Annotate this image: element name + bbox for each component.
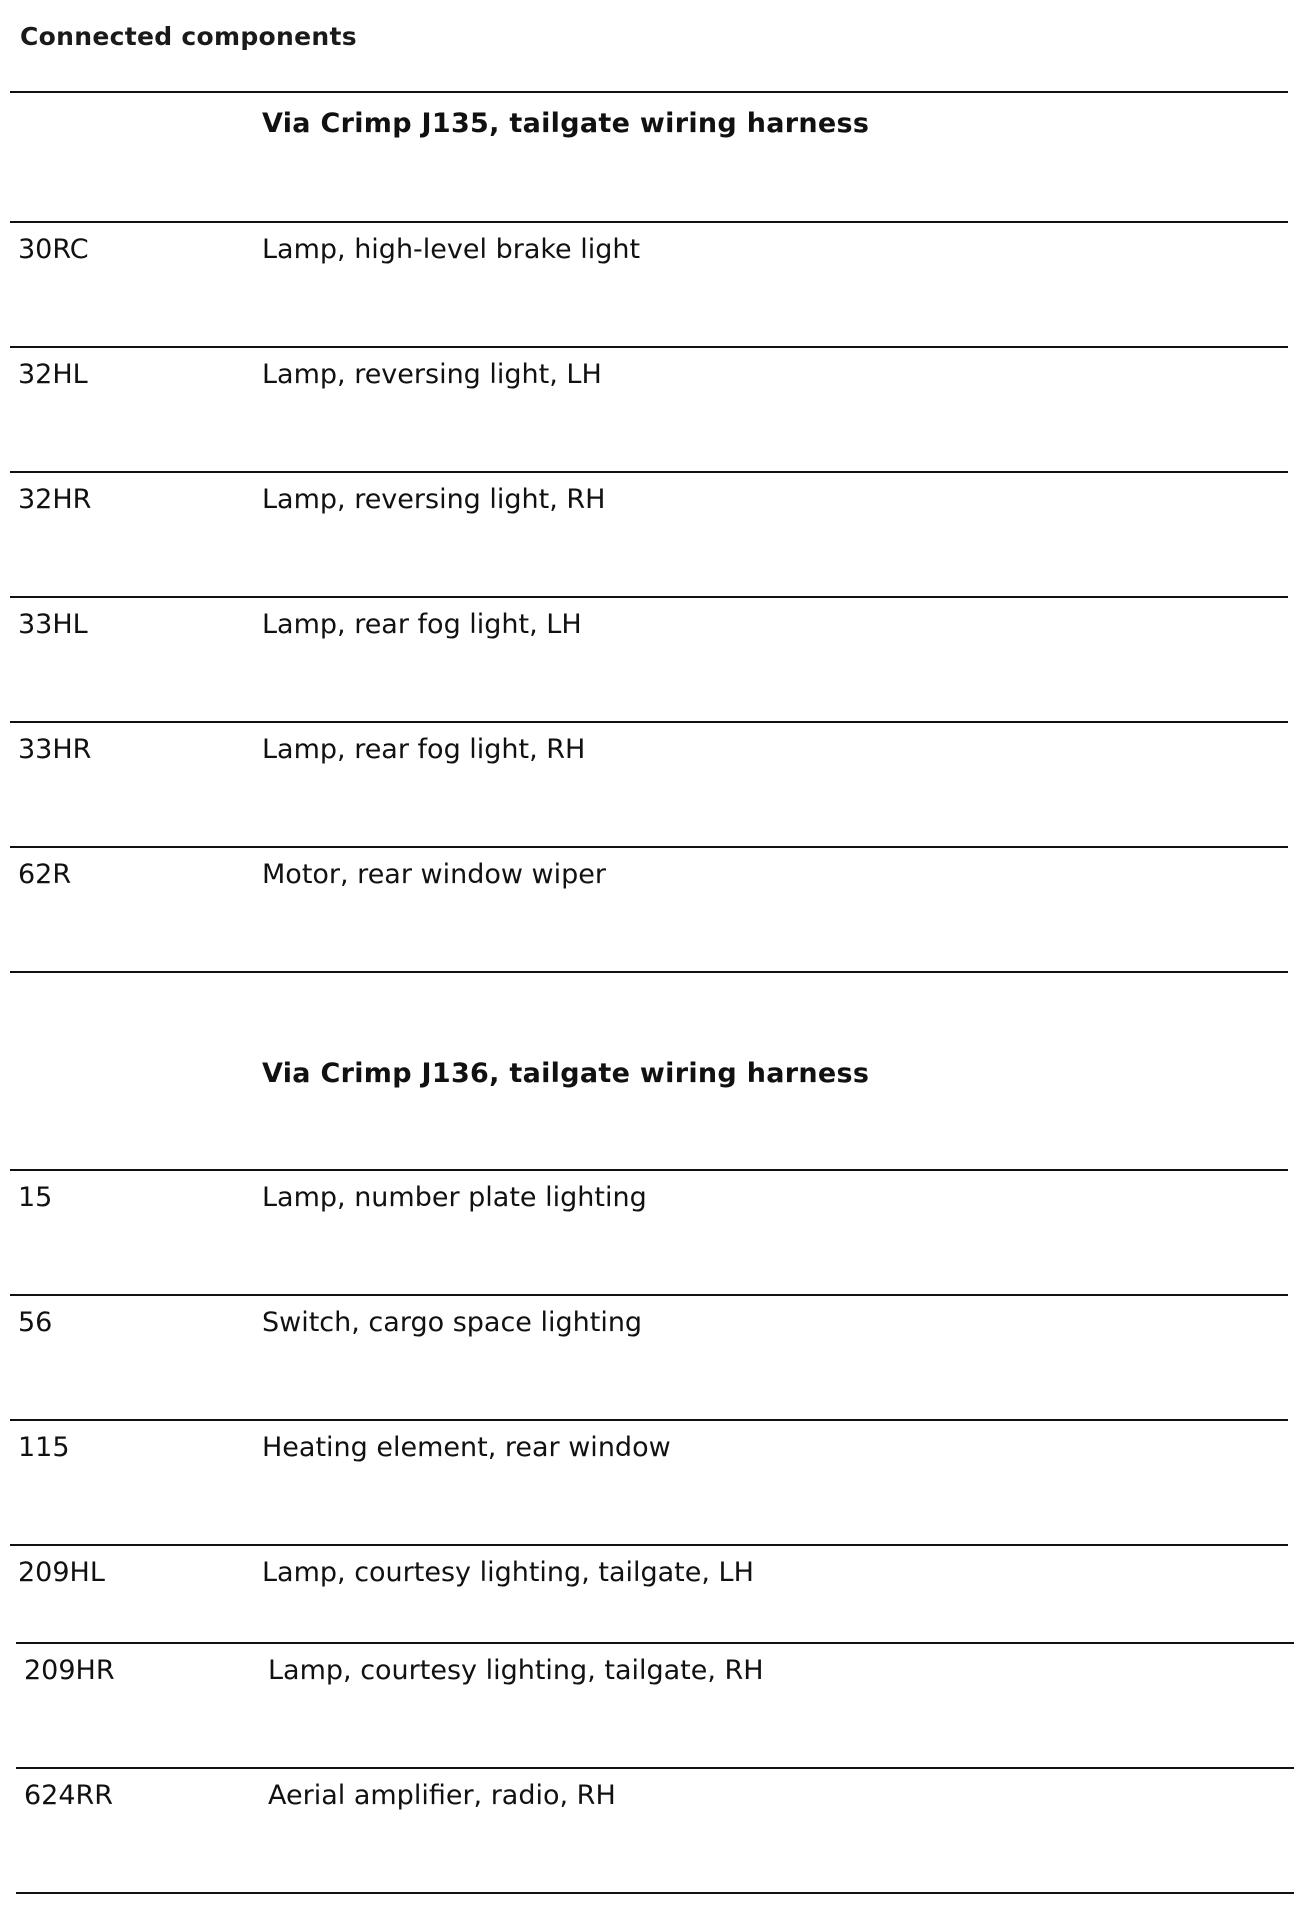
divider xyxy=(10,721,1288,723)
component-description: Lamp, reversing light, LH xyxy=(262,359,602,390)
component-description: Heating element, rear window xyxy=(262,1432,671,1463)
divider xyxy=(16,1767,1294,1769)
divider xyxy=(10,91,1288,93)
component-code: 32HL xyxy=(18,359,88,390)
component-description: Motor, rear window wiper xyxy=(262,859,606,890)
page-heading: Connected components xyxy=(20,22,357,51)
divider xyxy=(10,1169,1288,1171)
divider xyxy=(10,1294,1288,1296)
component-code: 15 xyxy=(18,1182,53,1213)
component-description: Lamp, high-level brake light xyxy=(262,234,641,265)
section-title: Via Crimp J135, tailgate wiring harness xyxy=(262,108,870,139)
component-code: 624RR xyxy=(24,1780,114,1811)
component-description: Lamp, reversing light, RH xyxy=(262,484,606,515)
component-code: 33HR xyxy=(18,734,92,765)
divider xyxy=(10,1544,1288,1546)
component-code: 56 xyxy=(18,1307,53,1338)
component-code: 33HL xyxy=(18,609,88,640)
component-description: Lamp, rear fog light, RH xyxy=(262,734,586,765)
divider xyxy=(10,221,1288,223)
divider xyxy=(10,471,1288,473)
component-code: 32HR xyxy=(18,484,92,515)
component-description: Lamp, rear fog light, LH xyxy=(262,609,582,640)
divider xyxy=(10,346,1288,348)
divider xyxy=(10,596,1288,598)
component-description: Lamp, courtesy lighting, tailgate, RH xyxy=(268,1655,764,1686)
divider xyxy=(16,1892,1294,1894)
divider xyxy=(10,971,1288,973)
component-code: 115 xyxy=(18,1432,70,1463)
component-description: Switch, cargo space lighting xyxy=(262,1307,643,1338)
divider xyxy=(10,1419,1288,1421)
divider xyxy=(16,1642,1294,1644)
component-code: 30RC xyxy=(18,234,89,265)
component-description: Lamp, number plate lighting xyxy=(262,1182,647,1213)
component-description: Aerial amplifier, radio, RH xyxy=(268,1780,616,1811)
section-title: Via Crimp J136, tailgate wiring harness xyxy=(262,1058,870,1089)
divider xyxy=(10,846,1288,848)
component-code: 62R xyxy=(18,859,72,890)
component-description: Lamp, courtesy lighting, tailgate, LH xyxy=(262,1557,754,1588)
component-code: 209HL xyxy=(18,1557,105,1588)
component-code: 209HR xyxy=(24,1655,115,1686)
